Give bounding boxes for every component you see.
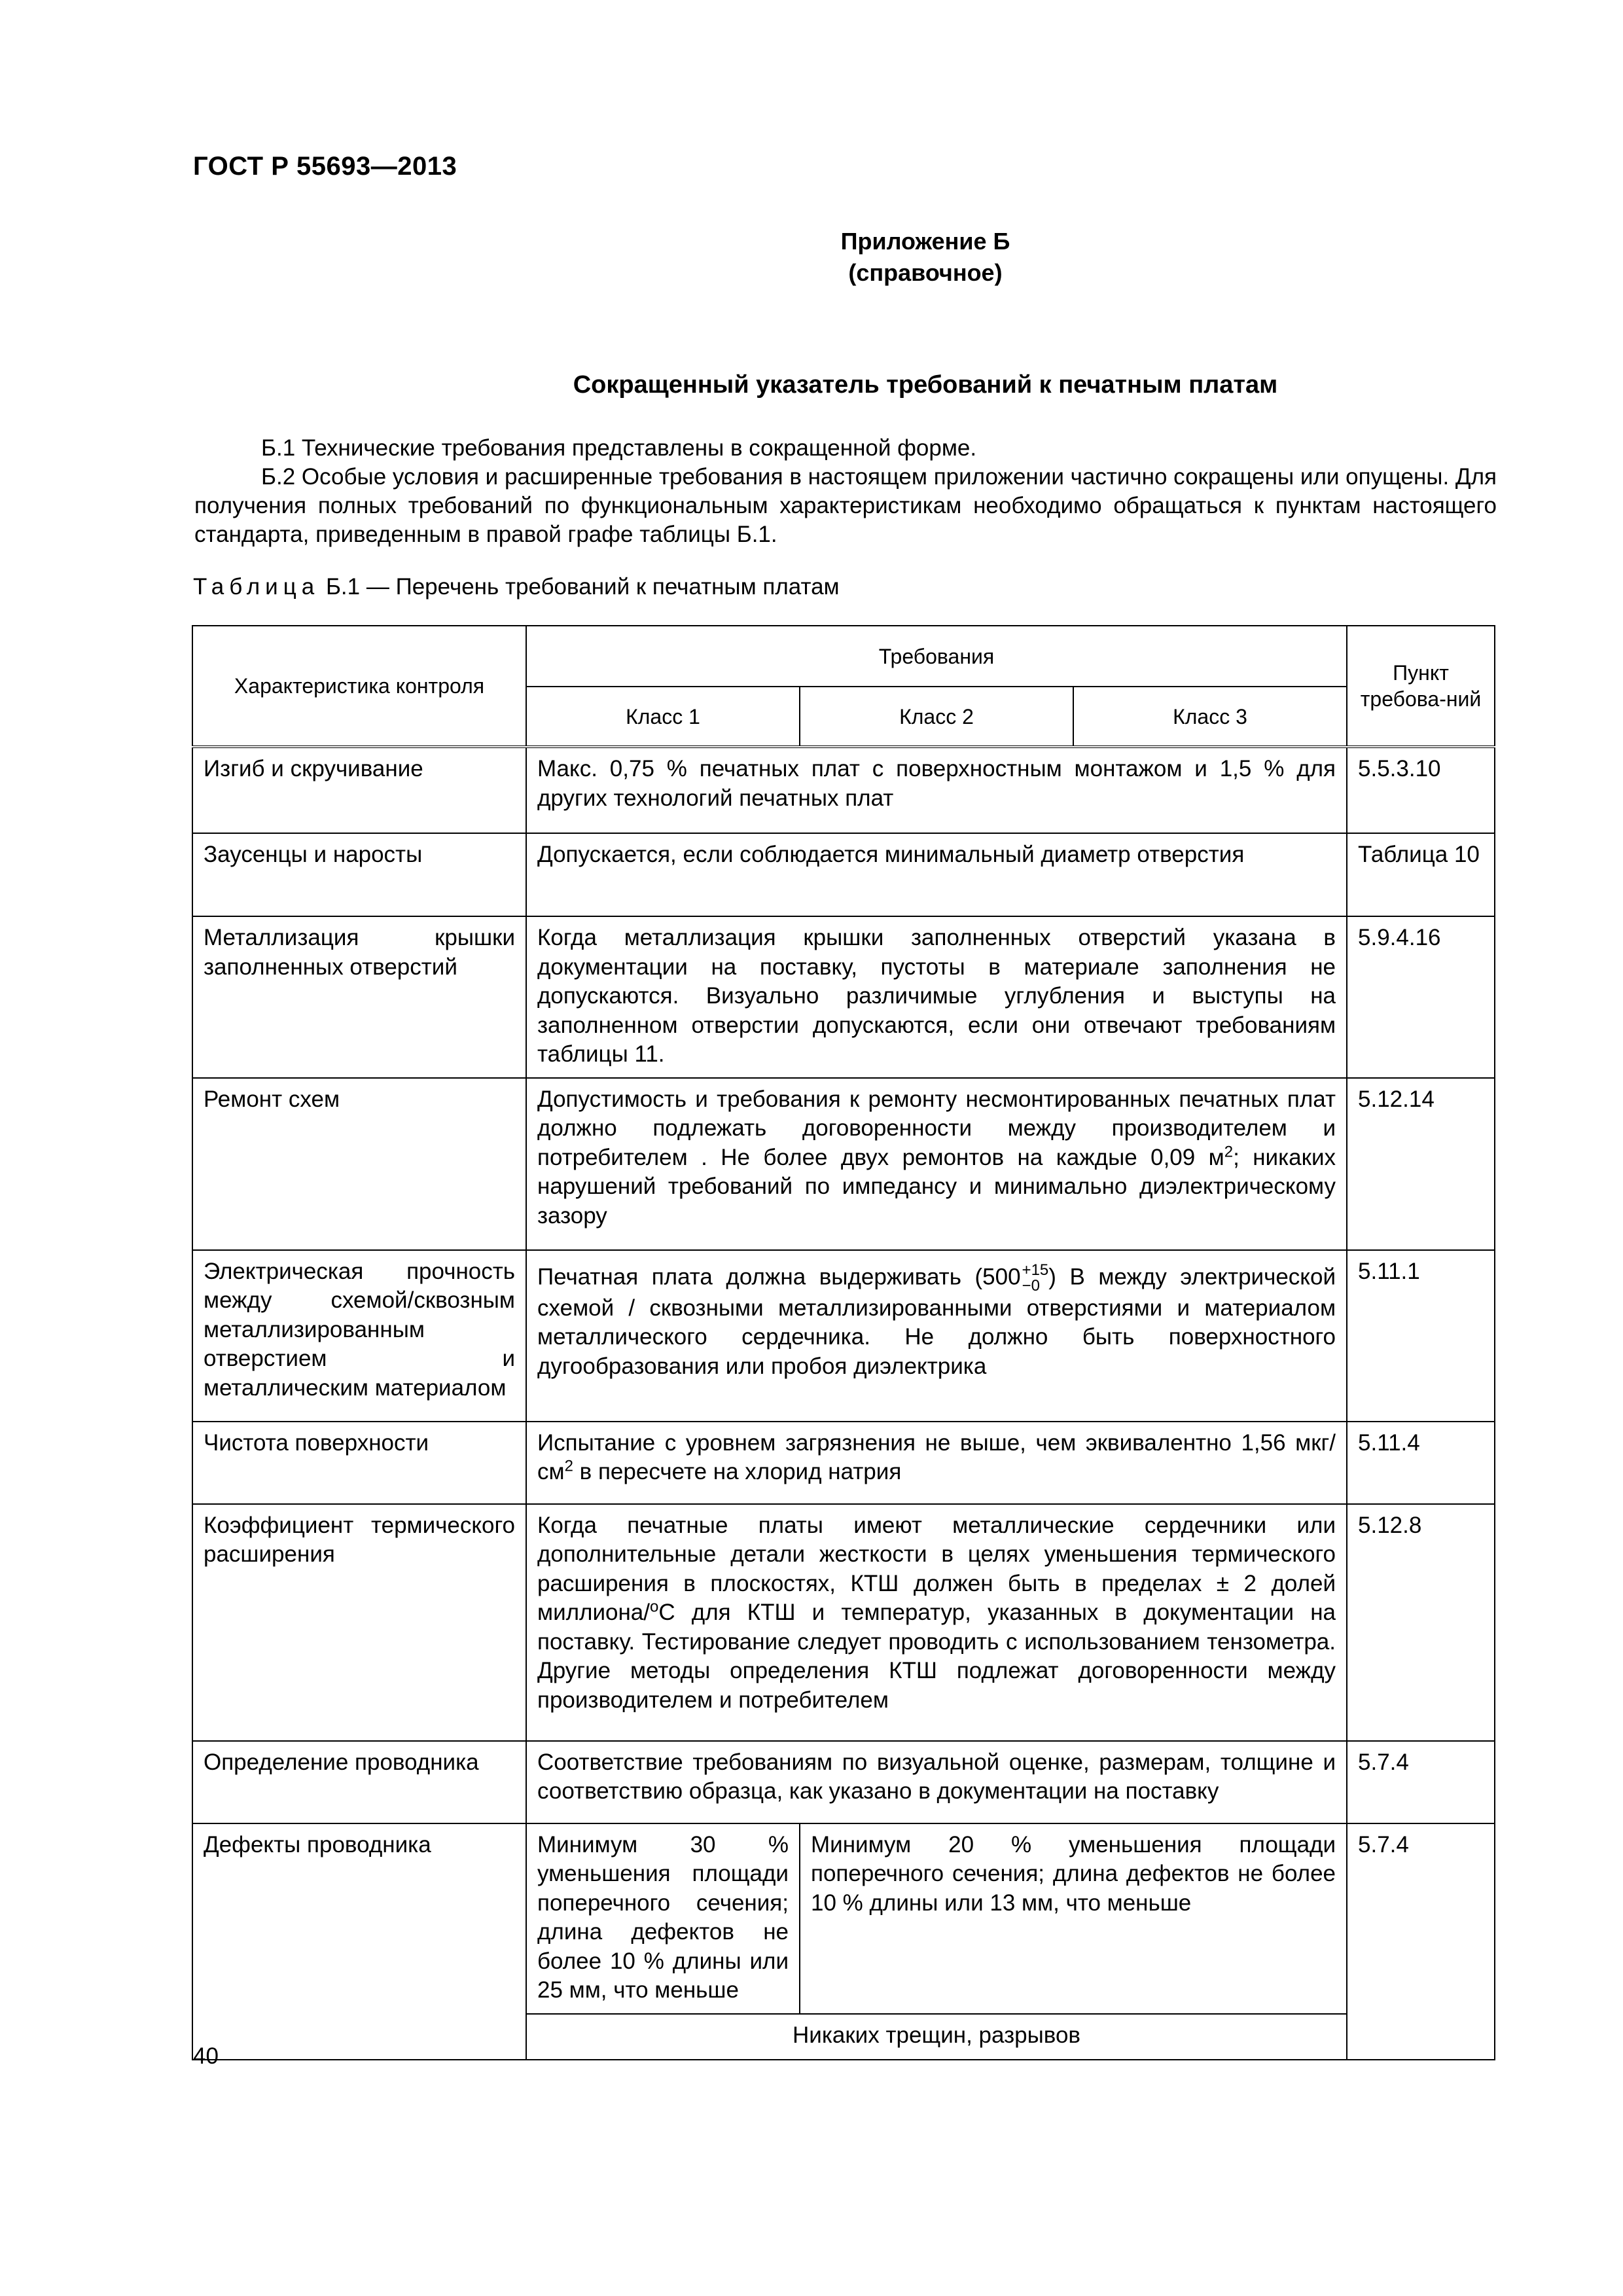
- row-requirement-all-classes: Никаких трещин, разрывов: [526, 2014, 1347, 2060]
- requirements-table: [192, 625, 1495, 2060]
- table-row: [192, 747, 1495, 833]
- annex-label: [0, 226, 1623, 289]
- row-clause: 5.11.1: [1347, 1250, 1495, 1422]
- table-row: [192, 833, 1495, 916]
- row-characteristic: Электрическая прочность между схемой/сквозным металлизированным отверстием и металлическим материалом: [192, 1250, 526, 1422]
- row-characteristic: Заусенцы и наросты: [192, 833, 526, 916]
- annex-title: Приложение Б: [840, 228, 1010, 255]
- row-characteristic: Дефекты проводника: [192, 1823, 526, 2060]
- row-clause: 5.7.4: [1347, 1823, 1495, 2060]
- table-row: [192, 1504, 1495, 1741]
- superscript: 2: [564, 1457, 573, 1475]
- table-caption-text: Б.1 — Перечень требований к печатным платам: [319, 574, 840, 600]
- superscript: 2: [1224, 1142, 1234, 1160]
- document-header: ГОСТ Р 55693—2013: [193, 152, 457, 181]
- row-characteristic: Чистота поверхности: [192, 1422, 526, 1504]
- header-requirements: Требования: [526, 626, 1347, 687]
- page-number: 40: [193, 2043, 219, 2069]
- row-characteristic: Металлизация крышки заполненных отверстий: [192, 916, 526, 1078]
- row-requirement: [526, 1078, 1347, 1250]
- tolerance-fraction: [1022, 1263, 1049, 1294]
- row-requirement: Макс. 0,75 % печатных плат с поверхностным монтажом и 1,5 % для других технологий печатных плат: [526, 747, 1347, 833]
- row-requirement: Когда металлизация крышки заполненных отверстий указана в документации на поставку, пустоты в материале заполнения не допускаются. Визуально различимые углубления и выступы на заполненном отверстии допускаются, если они отвечают требованиям таблицы 11.: [526, 916, 1347, 1078]
- requirement-text: Допустимость и требования к ремонту несмонтированных печатных плат должно подлежать договоренности между производителем и потребителем . Не более двух ремонтов на каждые 0,09 м: [537, 1086, 1336, 1170]
- table-row: [192, 1078, 1495, 1250]
- table-row: [192, 916, 1495, 1078]
- paragraph-b1: Б.1 Технические требования представлены в сокращенной форме.: [261, 435, 977, 461]
- row-characteristic: Изгиб и скручивание: [192, 747, 526, 833]
- requirement-text: Когда печатные платы имеют металлические сердечники или дополнительные детали жесткости в целях уменьшения термического расширения в плоскостях, КТШ должен быть в пределах ± 2 долей миллиона/: [537, 1512, 1336, 1625]
- tolerance-lower: −0: [1022, 1276, 1040, 1295]
- header-class-1: Класс 1: [526, 687, 800, 747]
- table-row: [192, 1823, 1495, 2014]
- header-characteristic: Характеристика контроля: [192, 626, 526, 747]
- table-caption-word: Таблица: [193, 574, 320, 600]
- row-requirement: Допускается, если соблюдается минимальный диаметр отверстия: [526, 833, 1347, 916]
- annex-type: (справочное): [848, 259, 1003, 286]
- row-clause: 5.7.4: [1347, 1741, 1495, 1823]
- row-clause: 5.12.8: [1347, 1504, 1495, 1741]
- row-clause: 5.11.4: [1347, 1422, 1495, 1504]
- table-row: [192, 1422, 1495, 1504]
- annex-heading: Сокращенный указатель требований к печатным платам: [573, 371, 1278, 399]
- requirement-text: Испытание с уровнем загрязнения не выше, чем эквивалентно 1,56 мкг/см: [537, 1429, 1336, 1484]
- row-clause: 5.5.3.10: [1347, 747, 1495, 833]
- table-caption: [193, 574, 840, 600]
- requirement-text: ; никаких нарушений требований по импедансу и минимально диэлектрическому зазору: [537, 1144, 1336, 1229]
- header-class-3: Класс 3: [1073, 687, 1347, 747]
- requirement-text: ) В между электрической схемой / сквозными металлизированными отверстиями и материалом металлического сердечника. Не должно быть поверхностного дугообразования или пробоя диэлектрика: [537, 1263, 1336, 1379]
- requirement-text: в пересчете на хлорид натрия: [573, 1459, 902, 1484]
- paragraph-b2: Б.2 Особые условия и расширенные требования в настоящем приложении частично сокращены или опущены. Для получения полных требований по функциональным характеристикам необходимо обращаться к пунктам настоящего стандарта, приведенным в правой графе таблицы Б.1.: [194, 464, 1497, 547]
- row-requirement-class-1: Минимум 30 % уменьшения площади поперечного сечения; длина дефектов не более 10 % длины или 25 мм, что меньше: [526, 1823, 800, 2014]
- table-row: [192, 1250, 1495, 1422]
- requirement-text: С для КТШ и температур, указанных в документации на поставку. Тестирование следует проводить с использованием тензометра. Другие методы определения КТШ подлежат договоренности между производителем и потребителем: [537, 1600, 1336, 1713]
- tolerance-upper: +15: [1022, 1261, 1049, 1279]
- row-clause: 5.12.14: [1347, 1078, 1495, 1250]
- header-clause: Пункт требова-ний: [1347, 626, 1495, 747]
- row-clause: 5.9.4.16: [1347, 916, 1495, 1078]
- requirement-text: Печатная плата должна выдерживать (500: [537, 1263, 1021, 1289]
- row-requirement-class-2-3: Минимум 20 % уменьшения площади поперечного сечения; длина дефектов не более 10 % длины или 13 мм, что меньше: [800, 1823, 1347, 2014]
- row-requirement: [526, 1250, 1347, 1422]
- header-class-2: Класс 2: [800, 687, 1073, 747]
- row-requirement: [526, 1504, 1347, 1741]
- row-characteristic: Коэффициент термического расширения: [192, 1504, 526, 1741]
- row-clause: Таблица 10: [1347, 833, 1495, 916]
- row-requirement: Соответствие требованиям по визуальной оценке, размерам, толщине и соответствию образца, как указано в документации на поставку: [526, 1741, 1347, 1823]
- row-characteristic: Ремонт схем: [192, 1078, 526, 1250]
- superscript: о: [650, 1598, 659, 1616]
- table-row: [192, 1741, 1495, 1823]
- row-requirement: [526, 1422, 1347, 1504]
- row-characteristic: Определение проводника: [192, 1741, 526, 1823]
